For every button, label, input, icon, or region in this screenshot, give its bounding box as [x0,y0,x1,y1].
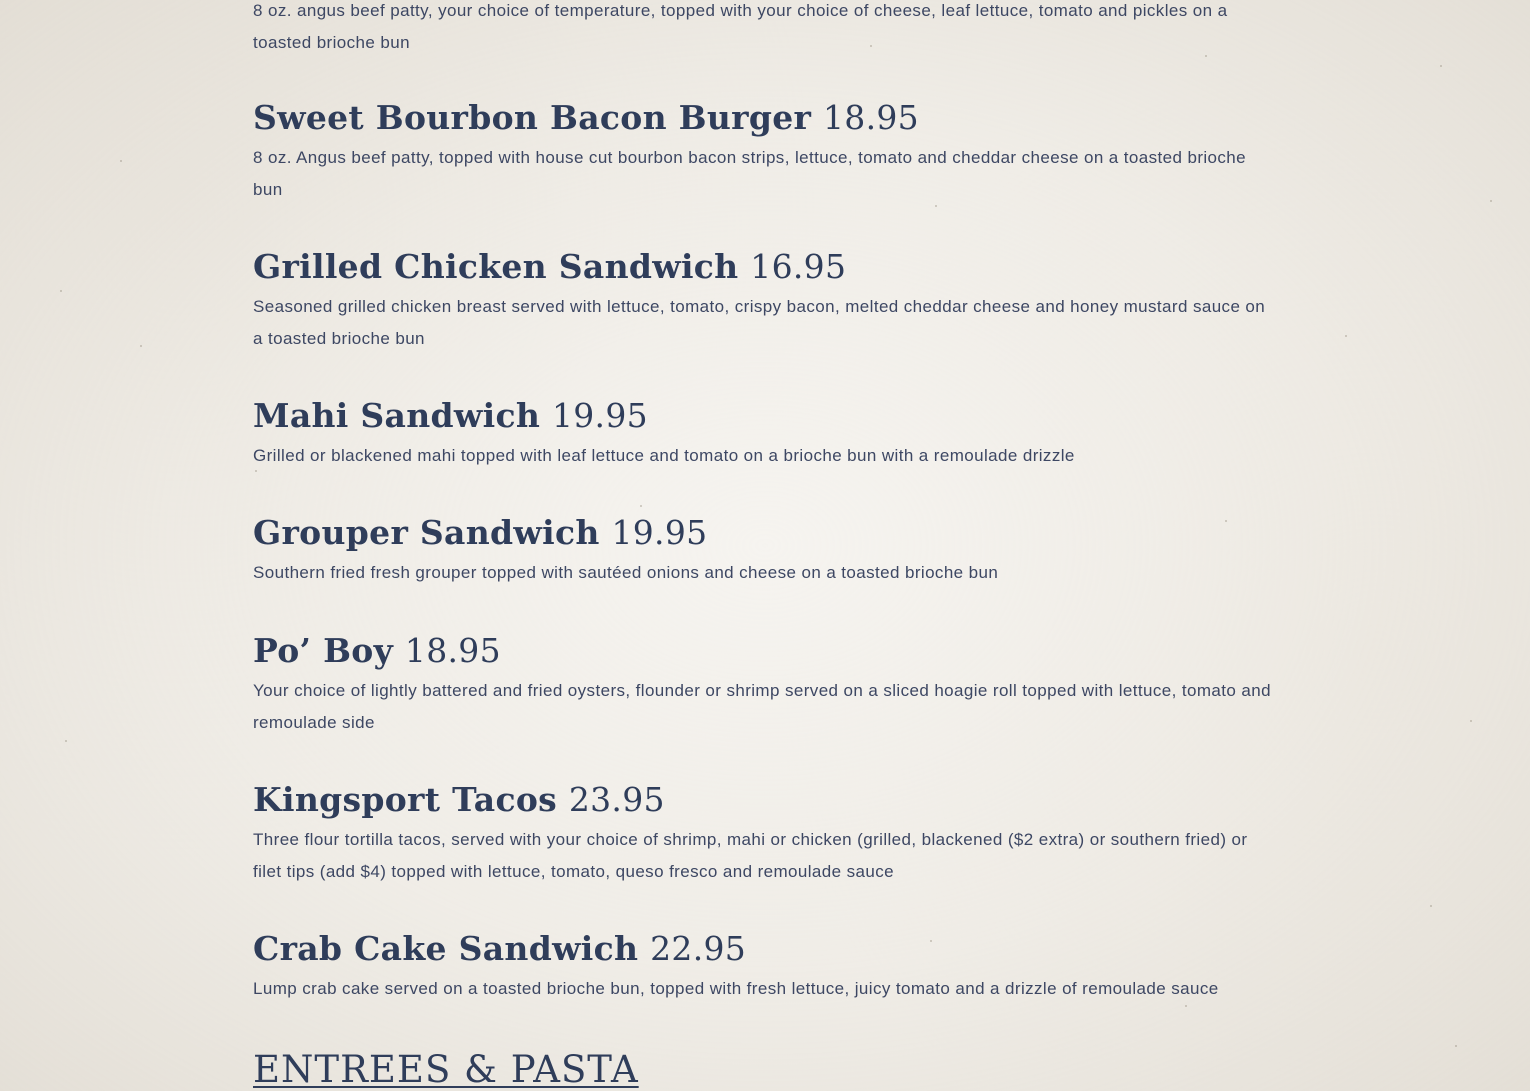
menu-item-description: Your choice of lightly battered and fried oysters, flounder or shrimp served on a sliced hoagie roll topped with lettuce, tomato and remoulade side [253,681,1271,732]
menu-item-intro [253,0,1273,59]
menu-item-description: Grilled or blackened mahi topped with leaf lettuce and tomato on a brioche bun with a remoulade drizzle [253,446,1075,465]
menu-item-title [253,98,1273,138]
menu-item-description: Lump crab cake served on a toasted brioche bun, topped with fresh lettuce, juicy tomato and a drizzle of remoulade sauce [253,979,1219,998]
menu-item-description: Seasoned grilled chicken breast served with lettuce, tomato, crispy bacon, melted cheddar cheese and honey mustard sauce on a toasted brioche bun [253,297,1266,348]
menu-item [253,631,1273,739]
menu-item-title [253,780,1273,820]
menu-item-name: Sweet Bourbon Bacon Burger [253,98,812,137]
section-heading-entrees-pasta: ENTREES & PASTA [253,1048,639,1091]
menu-item-name: Po’ Boy [253,631,394,670]
menu-item-description: 8 oz. angus beef patty, your choice of temperature, topped with your choice of cheese, leaf lettuce, tomato and pickles on a toasted brioche bun [253,1,1228,52]
menu-item-name: Grouper Sandwich [253,513,600,552]
menu-item-price: 22.95 [650,929,747,968]
menu-item [253,780,1273,888]
menu-item-description: Southern fried fresh grouper topped with sautéed onions and cheese on a toasted brioche bun [253,563,999,582]
menu-item-title [253,929,1273,969]
menu-item-price: 18.95 [823,98,919,137]
menu-item [253,98,1273,206]
menu-item-price: 19.95 [611,513,708,552]
menu-item-title [253,513,1273,553]
menu-item-title [253,396,1273,436]
menu-item-name: Mahi Sandwich [253,396,541,435]
menu-item-price: 16.95 [750,247,847,286]
menu-item-description: 8 oz. Angus beef patty, topped with house cut bourbon bacon strips, lettuce, tomato and cheddar cheese on a toasted brioche bun [253,148,1247,199]
menu-item-name: Grilled Chicken Sandwich [253,247,739,286]
menu-item [253,247,1273,355]
menu-item-price: 19.95 [551,396,648,435]
menu-item [253,929,1273,1005]
menu-item [253,396,1273,472]
menu-item-price: 18.95 [404,631,501,670]
menu-item [253,513,1273,589]
menu-item-price: 23.95 [568,780,665,819]
menu-item-title [253,247,1273,287]
menu-item-name: Kingsport Tacos [253,780,558,819]
menu-item-title [253,631,1273,671]
menu-item-description: Three flour tortilla tacos, served with your choice of shrimp, mahi or chicken (grilled, blackened ($2 extra) or southern fried) or filet tips (add $4) topped with lettuce, tomato, queso fresco and remoulade sauce [253,830,1248,881]
menu-item-name: Crab Cake Sandwich [253,929,639,968]
